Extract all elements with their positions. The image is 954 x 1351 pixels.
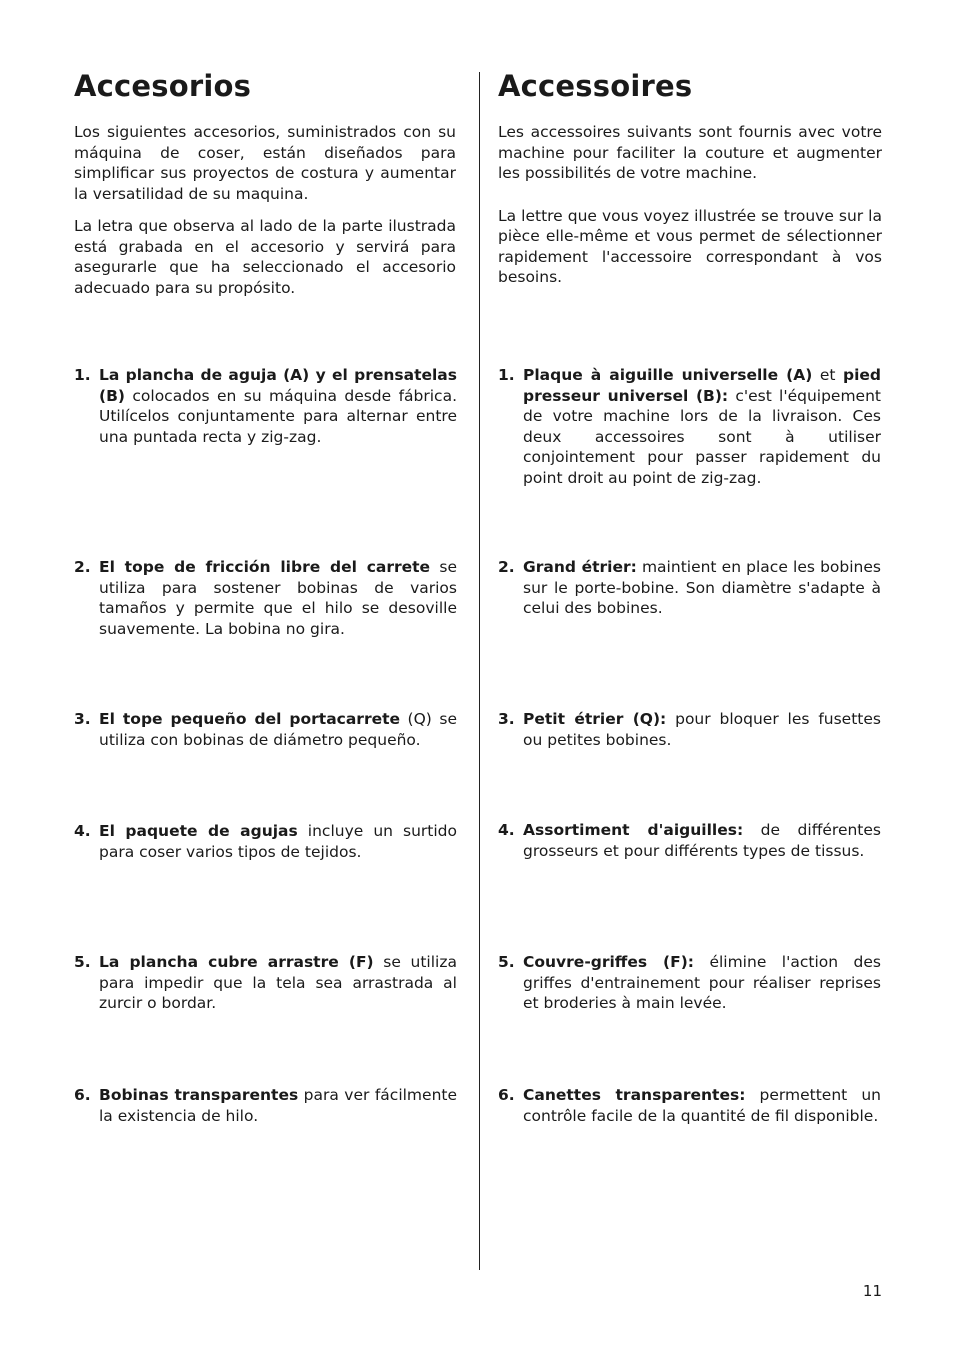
- page-number: 11: [862, 1282, 882, 1300]
- spanish-item-3: 3. El tope pequeño del portacarrete (Q) se utiliza con bobinas de diámetro pequeño.: [74, 710, 457, 749]
- spanish-item-4: 4. El paquete de agujas incluye un surtido para coser varios tipos de tejidos.: [74, 822, 457, 861]
- french-item-4: 4. Assortiment d'aiguilles: de différentes grosseurs et pour différents types de tissus.: [498, 821, 881, 860]
- spanish-column: [74, 68, 456, 298]
- french-title: Accessoires: [498, 69, 693, 103]
- french-item-5: 5. Couvre-griffes (F): élimine l'action des griffes d'entrainement pour réaliser reprises et broderies à main levée.: [498, 953, 881, 1012]
- spanish-item-1: 1. La plancha de aguja (A) y el prensatelas (B) colocados en su máquina desde fábrica. Utilícelos conjuntamente para alternar entre una puntada recta y zig-zag.: [74, 366, 457, 446]
- french-item-3: 3. Petit étrier (Q): pour bloquer les fusettes ou petites bobines.: [498, 710, 881, 749]
- spanish-intro-2: La letra que observa al lado de la parte ilustrada está grabada en el accesorio y servirá para asegurarle que ha seleccionado el accesorio adecuado para su propósito.: [74, 217, 456, 297]
- spanish-item-5: 5. La plancha cubre arrastre (F) se utiliza para impedir que la tela sea arrastrada al zurcir o bordar.: [74, 953, 457, 1012]
- french-item-1: 1. Plaque à aiguille universelle (A) et pied presseur universel (B): c'est l'équipement de votre machine lors de la livraison. Ces deux accessoires sont à utiliser conjointement pour passer rapidement du point droit au point de zig-zag.: [498, 366, 882, 487]
- spanish-item-2: 2. El tope de fricción libre del carrete se utiliza para sostener bobinas de varios tamaños y permite que el hilo se desoville suavemente. La bobina no gira.: [74, 558, 457, 638]
- spanish-intro-1: Los siguientes accesorios, suministrados con su máquina de coser, están diseñados para simplificar sus proyectos de costura y aumentar la versatilidad de su maquina.: [74, 123, 456, 203]
- spanish-item-6: 6. Bobinas transparentes para ver fácilmente la existencia de hilo.: [74, 1086, 458, 1125]
- french-intro-1: Les accessoires suivants sont fournis avec votre machine pour faciliter la couture et augmenter les possibilités de votre machine.: [498, 123, 882, 182]
- french-intro-2: La lettre que vous voyez illustrée se trouve sur la pièce elle-même et vous permet de sélectionner rapidement l'accessoire correspondant à vos besoins.: [498, 206, 882, 286]
- french-column: [498, 68, 882, 288]
- french-item-2: 2. Grand étrier: maintient en place les bobines sur le porte-bobine. Son diamètre s'adapte à celui des bobines.: [498, 558, 881, 617]
- spanish-title: Accesorios: [74, 69, 252, 103]
- column-divider: [479, 72, 480, 1270]
- french-item-6: 6. Canettes transparentes: permettent un contrôle facile de la quantité de fil disponible.: [498, 1086, 881, 1125]
